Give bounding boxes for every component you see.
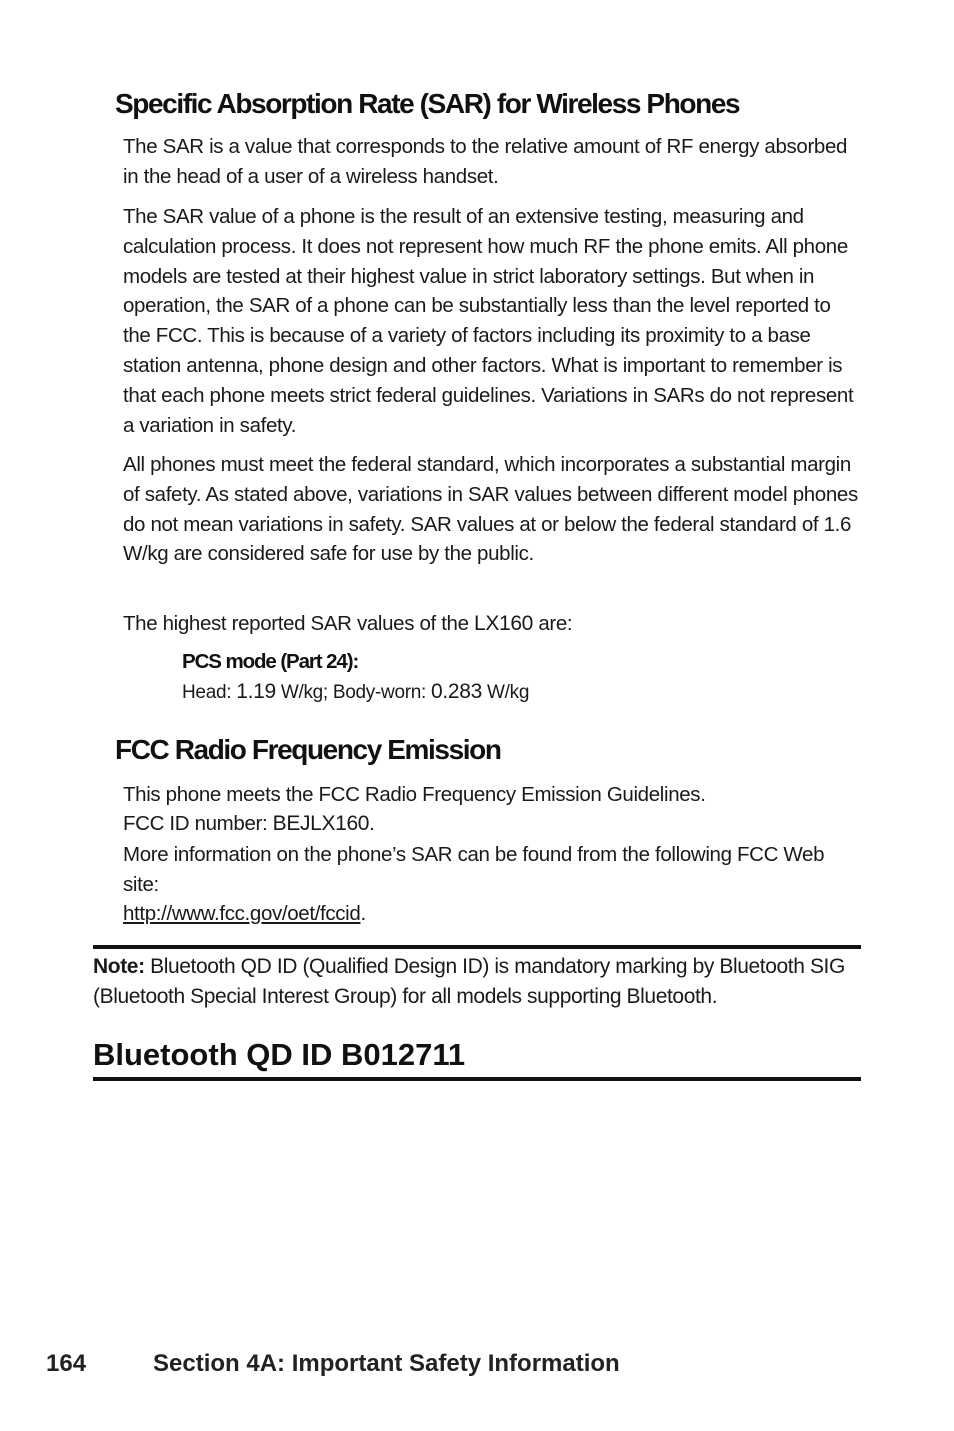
bluetooth-qd-id-heading: Bluetooth QD ID B012711 [93,1037,466,1072]
sar-values-intro [123,609,863,639]
note-text: Bluetooth QD ID (Qualified Design ID) is mandatory marking by Bluetooth SIG (Bluetooth Special Interest Group) for all models supporting Bluetooth. [93,955,845,1008]
pcs-mode-title: PCS mode (Part 24): [182,650,359,673]
sar-paragraph-2: The SAR value of a phone is the result of an extensive testing, measuring and calculation process. It does not represent how much RF the phone emits. All phone models are tested at their highest value in strict laboratory settings. But when in operation, the SAR of a phone can be substantially less than the level reported to the FCC. This is because of a variety of factors including its proximity to a base station antenna, phone design and other factors. What is important to remember is that each phone meets strict federal guidelines. Variations in SARs do not represent a variation in safety. [123,205,854,437]
fcc-id-line [123,809,863,839]
head-sar-value: 1.19 [236,680,276,703]
note-top-rule [93,945,861,949]
section-title: Section 4A: Important Safety Information [153,1350,620,1377]
sar-values-line [182,680,529,704]
sar-values-intro-suffix: are: [533,612,573,635]
fcc-id-value: BEJLX160 [272,812,370,835]
sar-paragraph-1: The SAR is a value that corresponds to the relative amount of RF energy absorbed in the head of a user of a wireless handset. [123,135,848,188]
fcc-website-link[interactable]: http://www.fcc.gov/oet/fccid [123,902,361,925]
fcc-url-period: . [360,902,366,925]
sar-heading: Specific Absorption Rate (SAR) for Wireless Phones [115,88,740,119]
phone-model: LX160 [474,612,533,635]
body-sar-value: 0.283 [430,680,483,703]
note-label: Note: [93,955,145,978]
fcc-id-period: . [369,812,375,835]
sar-paragraph-3: All phones must meet the federal standard, which incorporates a substantial margin of safety. As stated above, variations in SAR values between different model phones do not mean variations in safety. SAR values at or below the federal standard of 1.6 W/kg are considered safe for use by the public. [123,453,858,566]
body-unit: W/kg [482,682,530,703]
head-label: Head: [182,682,237,703]
bluetooth-note [93,952,861,1011]
fcc-url-line [123,899,863,929]
sar-values-intro-prefix: The highest reported SAR values of the [123,612,475,635]
fcc-id-label: FCC ID number: [123,812,273,835]
fcc-heading: FCC Radio Frequency Emission [115,734,501,765]
page-number: 164 [46,1350,87,1377]
head-unit: W/kg; Body-worn: [275,682,431,703]
note-bottom-rule [93,1077,861,1081]
fcc-more-info: More information on the phone’s SAR can be found from the following FCC Web site: [123,843,825,896]
fcc-guidelines-line: This phone meets the FCC Radio Frequency Emission Guidelines. [123,783,706,806]
